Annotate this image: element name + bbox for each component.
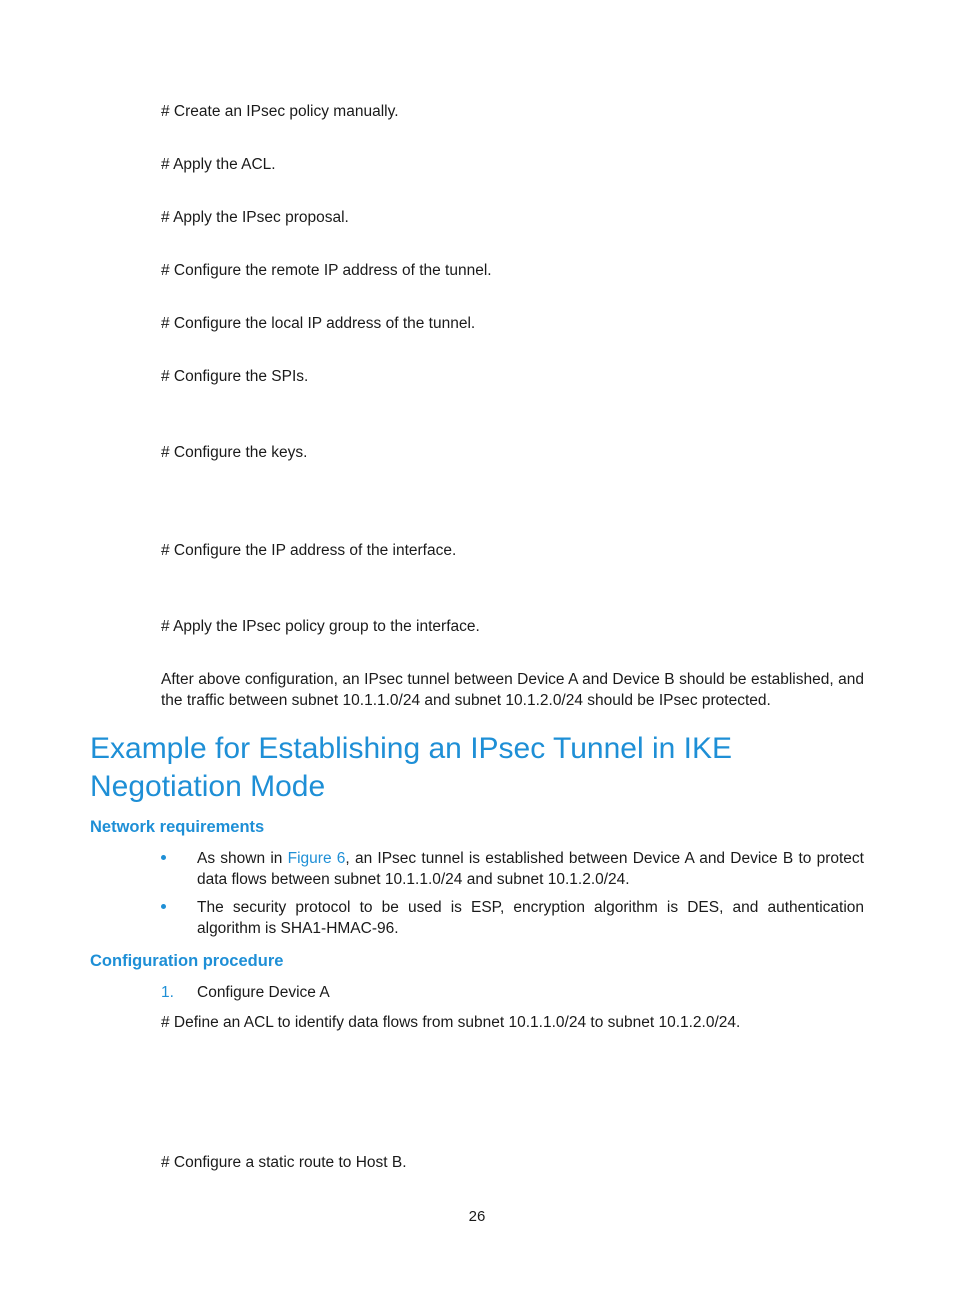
comment-remote-ip: # Configure the remote IP address of the tunnel. [161, 262, 492, 279]
comment-local-ip: # Configure the local IP address of the tunnel. [161, 315, 476, 332]
bullet-text-after: , an IPsec tunnel is established between Device A and Device B to protect data flows between subnet 10.1.1.0/24 and subnet 10.1.2.0/24. [197, 850, 864, 888]
configuration-procedure-heading: Configuration procedure [90, 952, 284, 970]
comment-interface-ip: # Configure the IP address of the interface. [161, 542, 457, 559]
comment-apply-proposal: # Apply the IPsec proposal. [161, 209, 349, 226]
page-number: 26 [468, 1208, 486, 1225]
bullet-text [197, 848, 864, 890]
step-number: 1. [161, 984, 174, 1001]
bullet-icon [161, 904, 166, 909]
step-label: Configure Device A [197, 984, 330, 1001]
bullet-icon [161, 855, 166, 860]
bullet-text: The security protocol to be used is ESP, encryption algorithm is DES, and authentication algorithm is SHA1-HMAC-96. [197, 899, 864, 937]
summary-paragraph: After above configuration, an IPsec tunnel between Device A and Device B should be established, and the traffic between subnet 10.1.1.0/24 and subnet 10.1.2.0/24 should be IPsec protected. [161, 671, 864, 709]
comment-keys: # Configure the keys. [161, 444, 308, 461]
network-requirements-heading: Network requirements [90, 818, 265, 836]
comment-spis: # Configure the SPIs. [161, 368, 309, 385]
comment-static-route: # Configure a static route to Host B. [161, 1154, 407, 1171]
bullet-text-before: As shown in [197, 850, 288, 867]
comment-apply-policy-group: # Apply the IPsec policy group to the interface. [161, 618, 480, 635]
comment-create-policy: # Create an IPsec policy manually. [161, 103, 399, 120]
comment-apply-acl: # Apply the ACL. [161, 156, 276, 173]
comment-define-acl: # Define an ACL to identify data flows from subnet 10.1.1.0/24 to subnet 10.1.2.0/24. [161, 1014, 741, 1031]
figure-6-link[interactable]: Figure 6 [287, 850, 346, 867]
section-title: Example for Establishing an IPsec Tunnel in IKE Negotiation Mode [90, 732, 733, 803]
